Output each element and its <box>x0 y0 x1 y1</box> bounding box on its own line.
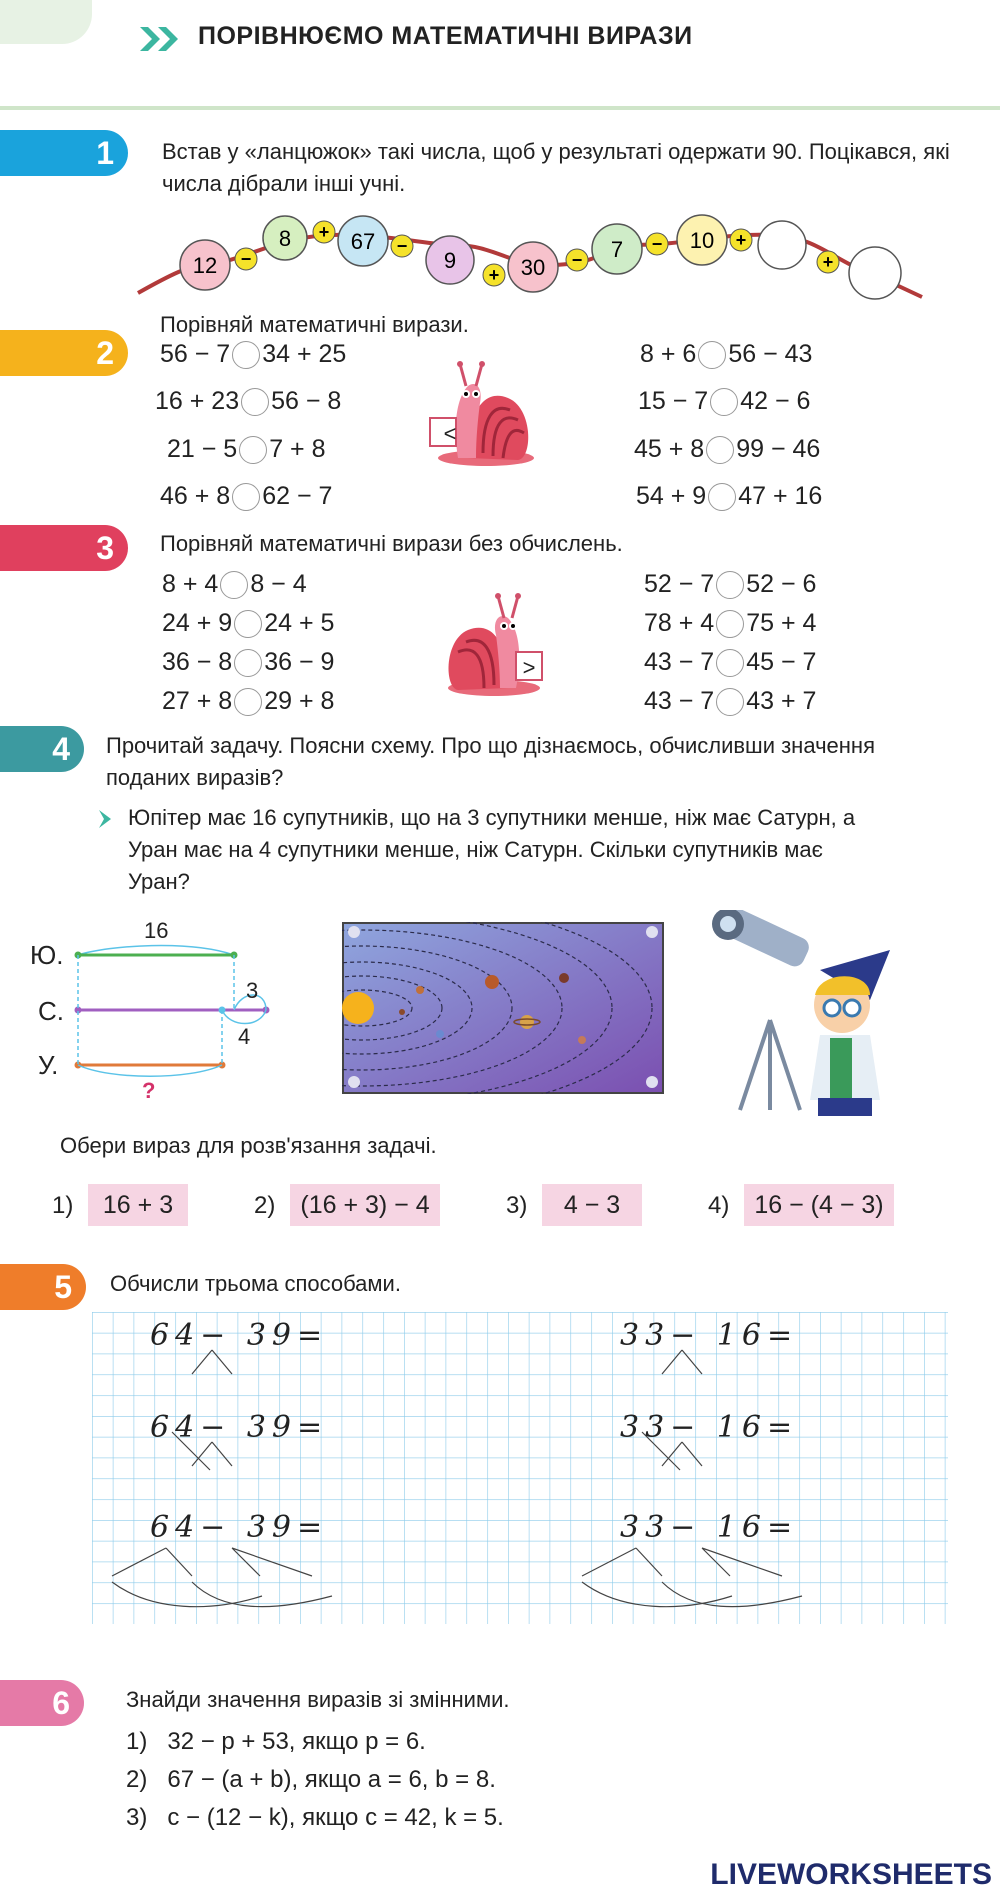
task5-expr-right-1: 33− 16= <box>620 1318 799 1353</box>
compare-circle[interactable] <box>220 571 248 599</box>
compare-circle[interactable] <box>232 483 260 511</box>
compare-circle[interactable] <box>708 483 736 511</box>
compare-circle[interactable] <box>234 610 262 638</box>
compare-circle[interactable] <box>239 436 267 464</box>
task4-text: Прочитай задачу. Поясни схему. Про що дізнаємось, обчисливши значення поданих виразів? <box>106 733 875 790</box>
task5-expr-left-1: 64− 39= <box>150 1318 329 1353</box>
compare-circle[interactable] <box>232 341 260 369</box>
bead-number: 10 <box>689 228 715 253</box>
compare-circle[interactable] <box>716 610 744 638</box>
task6-item-3: 3) c − (12 − k), якщо c = 42, k = 5. <box>126 1804 504 1831</box>
task2-left-3: 21 − 5 7 + 8 <box>167 435 326 463</box>
number-chain <box>130 205 930 315</box>
task6-item-1: 1) 32 − p + 53, якщо p = 6. <box>126 1728 426 1755</box>
task2-right-2: 15 − 7 42 − 6 <box>638 387 811 415</box>
compare-circle[interactable] <box>716 688 744 716</box>
task3-left-1: 8 + 4 8 − 4 <box>162 570 307 598</box>
compare-circle[interactable] <box>716 571 744 599</box>
option-4-num: 4) <box>708 1192 730 1219</box>
bead-number: 8 <box>278 226 292 251</box>
task3-right-1: 52 − 7 52 − 6 <box>644 570 817 598</box>
option-3[interactable]: 4 − 3 <box>542 1184 642 1226</box>
task2-right-4: 54 + 9 47 + 16 <box>636 482 823 510</box>
task2-text: Порівняй математичні вирази. <box>160 312 469 337</box>
bead-number: 67 <box>350 229 376 254</box>
option-1-num: 1) <box>52 1192 74 1219</box>
page-title: ПОРІВНЮЄМО МАТЕМАТИЧНІ ВИРАЗИ <box>198 22 693 50</box>
task-number-4: 4 <box>0 726 84 772</box>
task3-left-4: 27 + 8 29 + 8 <box>162 687 335 715</box>
task-number-3: 3 <box>0 525 128 571</box>
task2-left-4: 46 + 8 62 − 7 <box>160 482 333 510</box>
snail-illustration <box>428 358 538 470</box>
scheme-lines <box>70 920 280 1100</box>
scheme-4: 4 <box>238 1024 251 1049</box>
header-corner <box>0 0 92 44</box>
task2-left-1: 56 − 7 34 + 25 <box>160 340 347 368</box>
compare-circle[interactable] <box>234 688 262 716</box>
header-divider <box>0 106 1000 110</box>
operator-sign: − <box>651 234 663 254</box>
bead-number: 30 <box>520 255 546 280</box>
scheme-16: 16 <box>144 918 169 943</box>
task5-expr-left-3: 64− 39= <box>150 1510 329 1545</box>
compare-circle[interactable] <box>698 341 726 369</box>
boy-telescope-illustration <box>710 910 910 1120</box>
task-number-6: 6 <box>0 1680 84 1726</box>
task5-text: Обчисли трьома способами. <box>110 1271 401 1296</box>
label-uranus: У. <box>38 1050 59 1080</box>
task6-text: Знайди значення виразів зі змінними. <box>126 1687 510 1712</box>
double-chevron-icon <box>138 24 184 54</box>
bead-number: 7 <box>610 237 624 262</box>
task2-left-2: 16 + 23 56 − 8 <box>155 387 342 415</box>
operator-sign: − <box>396 236 408 256</box>
operator-sign: + <box>318 222 330 242</box>
task3-right-2: 78 + 4 75 + 4 <box>644 609 817 637</box>
task3-right-4: 43 − 7 43 + 7 <box>644 687 817 715</box>
task-number-2: 2 <box>0 330 128 376</box>
task-number-1: 1 <box>0 130 128 176</box>
compare-circle[interactable] <box>716 649 744 677</box>
compare-circle[interactable] <box>710 388 738 416</box>
scheme-question: ? <box>142 1078 156 1103</box>
task2-right-1: 8 + 6 56 − 43 <box>640 340 813 368</box>
compare-circle[interactable] <box>234 649 262 677</box>
label-jupiter: Ю. <box>30 940 64 970</box>
task5-expr-left-2: 64− 39= <box>150 1410 329 1445</box>
task4-choose: Обери вираз для розв'язання задачі. <box>60 1133 437 1158</box>
task4-problem: Юпітер має 16 супутників, що на 3 супутники менше, ніж має Сатурн, а Уран має на 4 супутники менше, ніж Сатурн. Скільки супутників має Уран? <box>128 805 856 894</box>
label-saturn: С. <box>38 996 64 1026</box>
option-4[interactable]: 16 − (4 − 3) <box>744 1184 894 1226</box>
task5-expr-right-2: 33− 16= <box>620 1410 799 1445</box>
chain-bead[interactable] <box>849 247 901 299</box>
task3-left-2: 24 + 9 24 + 5 <box>162 609 335 637</box>
chevron-right-icon <box>96 808 116 830</box>
task1-text: Встав у «ланцюжок» такі числа, щоб у результаті одержати 90. Поцікався, які числа дібрали інші учні. <box>162 139 950 196</box>
task2-right-3: 45 + 8 99 − 46 <box>634 435 821 463</box>
compare-circle[interactable] <box>241 388 269 416</box>
operator-sign: + <box>822 252 834 272</box>
option-3-num: 3) <box>506 1192 528 1219</box>
scheme-3: 3 <box>246 978 259 1003</box>
option-2[interactable]: (16 + 3) − 4 <box>290 1184 440 1226</box>
operator-sign: − <box>240 249 252 269</box>
chain-bead[interactable] <box>758 221 806 269</box>
solar-system-image <box>342 922 664 1094</box>
task5-expr-right-3: 33− 16= <box>620 1510 799 1545</box>
bead-number: 9 <box>443 248 457 273</box>
task3-right-3: 43 − 7 45 − 7 <box>644 648 817 676</box>
grid-paper <box>92 1312 948 1624</box>
option-2-num: 2) <box>254 1192 276 1219</box>
header <box>0 0 1000 112</box>
bead-number: 12 <box>192 253 218 278</box>
snail-sign-2: > <box>522 655 536 680</box>
task3-text: Порівняй математичні вирази без обчислень. <box>160 531 623 556</box>
task6-item-2: 2) 67 − (a + b), якщо a = 6, b = 8. <box>126 1766 496 1793</box>
snail-sign: < <box>443 421 457 446</box>
operator-sign: − <box>571 250 583 270</box>
snail-illustration-2 <box>446 590 546 698</box>
operator-sign: + <box>735 230 747 250</box>
scheme-diagram <box>0 900 300 1103</box>
task-number-5: 5 <box>0 1264 86 1310</box>
option-1[interactable]: 16 + 3 <box>88 1184 188 1226</box>
task3-left-3: 36 − 8 36 − 9 <box>162 648 335 676</box>
watermark-logo: LIVEWORKSHEETS <box>710 1858 992 1891</box>
compare-circle[interactable] <box>706 436 734 464</box>
operator-sign: + <box>488 265 500 285</box>
